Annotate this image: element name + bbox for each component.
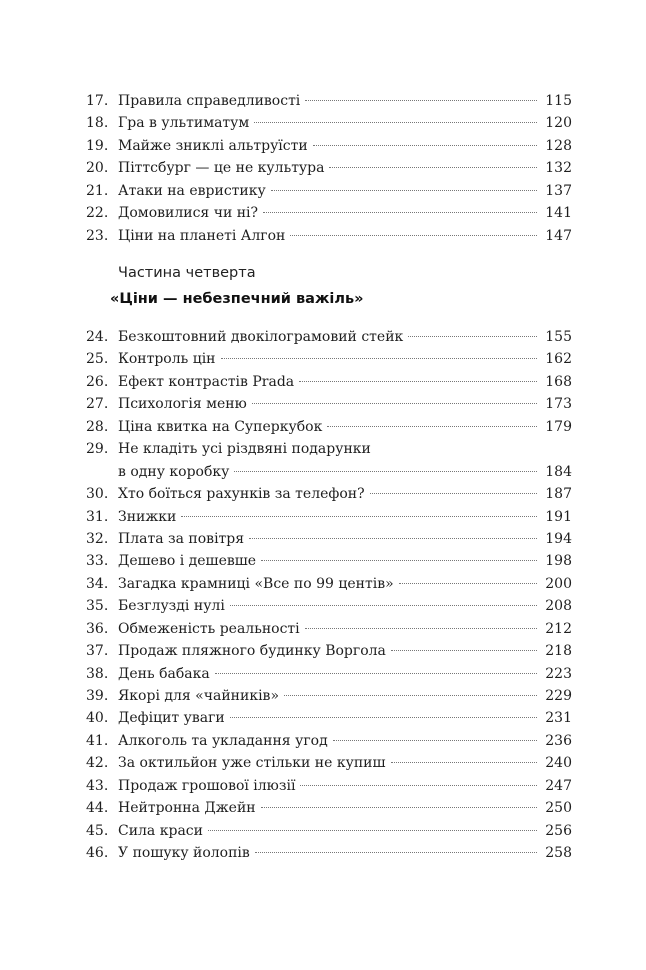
toc-entry: [86, 573, 572, 595]
dot-leader: [391, 650, 537, 651]
entry-page: 168: [545, 373, 572, 390]
entry-page: 132: [545, 160, 572, 177]
entry-title: Домовилися чи ні?: [118, 205, 259, 222]
toc-entry: [86, 416, 572, 438]
dot-leader: [391, 762, 538, 763]
dot-leader: [329, 167, 537, 168]
entry-page: 198: [545, 553, 572, 570]
entry-title: Атаки на евристику: [118, 182, 266, 199]
entry-page: 128: [545, 137, 572, 154]
toc-entry: [86, 438, 572, 460]
toc-entry: [86, 157, 572, 179]
entry-number: 20.: [86, 160, 109, 177]
entry-page: 212: [545, 620, 572, 637]
entry-number: 31.: [86, 508, 109, 525]
toc-entry: [86, 528, 572, 550]
toc-entry: [86, 550, 572, 572]
toc-entry: [86, 202, 572, 224]
entry-number: 42.: [86, 755, 109, 772]
entry-number: 46.: [86, 845, 109, 862]
entry-number: 34.: [86, 575, 109, 592]
dot-leader: [181, 516, 537, 517]
dot-leader: [327, 426, 537, 427]
entry-number: 37.: [86, 643, 109, 660]
entry-page: 258: [545, 845, 572, 862]
entry-title: Дешево і дешевше: [118, 553, 257, 570]
entry-page: 179: [545, 418, 572, 435]
entry-number: 28.: [86, 418, 109, 435]
toc-entry: [86, 393, 572, 415]
toc-entry: [86, 752, 572, 774]
entry-page: 187: [545, 486, 572, 503]
dot-leader: [305, 100, 537, 101]
dot-leader: [215, 673, 538, 674]
toc-entry: [86, 707, 572, 729]
entry-number: 17.: [86, 93, 109, 109]
entry-page: 218: [545, 643, 572, 660]
entry-title: Знижки: [118, 508, 177, 525]
part-label: Частина четверта: [118, 265, 256, 281]
entry-title: Не кладіть усі різдвяні подарунки: [118, 441, 371, 458]
dot-leader: [230, 717, 538, 718]
entry-page: 229: [545, 688, 572, 704]
entry-number: 19.: [86, 137, 109, 154]
entry-number: 24.: [86, 329, 109, 345]
part-title: «Ціни — небезпечний важіль»: [110, 291, 364, 307]
entry-title: Нейтронна Джейн: [118, 800, 256, 817]
entry-title: Безглузді нулі: [118, 598, 225, 615]
dot-leader: [252, 403, 537, 404]
dot-leader: [249, 538, 537, 539]
entry-title: Продаж грошової ілюзії: [118, 777, 296, 794]
entry-page: 155: [545, 329, 572, 345]
entry-title-continuation: в одну коробку: [118, 463, 230, 480]
entry-page: 162: [545, 351, 572, 368]
entry-number: 44.: [86, 800, 109, 817]
toc-entry: [86, 640, 572, 662]
entry-page: 184: [545, 463, 572, 480]
toc-entry: [86, 797, 572, 819]
entry-title: Обмеженість реальності: [118, 620, 300, 637]
dot-leader: [263, 212, 537, 213]
entry-page: 247: [545, 777, 572, 794]
entry-number: 22.: [86, 205, 109, 222]
entry-number: 32.: [86, 530, 109, 547]
entry-title: Піттсбург — це не культура: [118, 160, 325, 177]
toc-entry: [86, 842, 572, 864]
entry-page: 115: [545, 93, 572, 109]
toc-entry: [86, 618, 572, 640]
entry-page: 141: [545, 205, 572, 222]
toc-entry: [86, 820, 572, 842]
dot-leader: [221, 358, 538, 359]
entry-number: 30.: [86, 486, 109, 503]
entry-number: 33.: [86, 553, 109, 570]
entry-title: У пошуку йолопів: [118, 845, 250, 862]
entry-number: 23.: [86, 227, 109, 244]
toc-entry: [86, 112, 572, 134]
toc-entry: [86, 90, 572, 112]
dot-leader: [271, 190, 538, 191]
toc-entry: [86, 180, 572, 202]
toc-entry: [86, 775, 572, 797]
dot-leader: [261, 560, 537, 561]
toc-entry: [86, 348, 572, 370]
entry-number: 26.: [86, 373, 109, 390]
entry-title: Алкоголь та укладання угод: [118, 732, 328, 749]
entry-number: 38.: [86, 665, 109, 682]
toc-entry: [86, 730, 572, 752]
toc-entry: [86, 663, 572, 685]
entry-title: Безкоштовний двокілограмовий стейк: [118, 329, 404, 345]
toc-entry: [86, 483, 572, 505]
entry-title: Якорі для «чайників»: [118, 688, 280, 704]
entry-title: День бабака: [118, 665, 210, 682]
entry-number: 25.: [86, 351, 109, 368]
entry-title: Продаж пляжного будинку Воргола: [118, 643, 386, 660]
toc-entry: [86, 225, 572, 247]
entry-page: 240: [545, 755, 572, 772]
entry-page: 208: [545, 598, 572, 615]
entry-title: Гра в ультиматум: [118, 115, 250, 132]
entry-title: Сила краси: [118, 822, 203, 839]
entry-title: За октильйон уже стільки не купиш: [118, 755, 386, 772]
entry-title: Правила справедливості: [118, 93, 301, 109]
entry-title: Майже зниклі альтруїсти: [118, 137, 308, 154]
entry-page: 231: [545, 710, 572, 727]
entry-number: 41.: [86, 732, 109, 749]
dot-leader: [370, 493, 538, 494]
entry-title: Ціни на планеті Алгон: [118, 227, 286, 244]
entry-title: Ціна квитка на Суперкубок: [118, 418, 323, 435]
dot-leader: [255, 852, 537, 853]
dot-leader: [234, 471, 537, 472]
dot-leader: [208, 830, 537, 831]
toc-list-part4: [86, 326, 572, 865]
entry-number: 40.: [86, 710, 109, 727]
entry-page: 137: [545, 182, 572, 199]
dot-leader: [261, 807, 538, 808]
entry-title: Ефект контрастів Prada: [118, 373, 295, 390]
entry-number: 45.: [86, 822, 109, 839]
entry-number: 35.: [86, 598, 109, 615]
entry-number: 43.: [86, 777, 109, 794]
dot-leader: [333, 740, 538, 741]
dot-leader: [230, 605, 537, 606]
entry-title: Дефіцит уваги: [118, 710, 225, 727]
entry-number: 39.: [86, 688, 109, 704]
entry-page: 256: [545, 822, 572, 839]
entry-page: 194: [545, 530, 572, 547]
toc-list-part3: [86, 90, 572, 247]
entry-number: 27.: [86, 396, 109, 413]
dot-leader: [399, 583, 538, 584]
entry-page: 173: [545, 396, 572, 413]
entry-number: 29.: [86, 441, 109, 458]
toc-entry-continuation: [86, 461, 572, 483]
dot-leader: [299, 381, 537, 382]
entry-title: Контроль цін: [118, 351, 216, 368]
entry-page: 250: [545, 800, 572, 817]
entry-title: Загадка крамниці «Все по 99 центів»: [118, 575, 394, 592]
dot-leader: [408, 336, 537, 337]
entry-title: Плата за повітря: [118, 530, 245, 547]
toc-entry: [86, 506, 572, 528]
entry-page: 191: [545, 508, 572, 525]
toc-entry: [86, 595, 572, 617]
entry-page: 236: [545, 732, 572, 749]
toc-entry: [86, 371, 572, 393]
dot-leader: [300, 785, 537, 786]
dot-leader: [290, 235, 537, 236]
dot-leader: [313, 145, 538, 146]
dot-leader: [284, 695, 537, 696]
dot-leader: [305, 628, 538, 629]
entry-title: Психологія меню: [118, 396, 247, 413]
toc-entry: [86, 326, 572, 348]
entry-page: 223: [545, 665, 572, 682]
toc-entry: [86, 135, 572, 157]
toc-entry: [86, 685, 572, 707]
entry-number: 21.: [86, 182, 109, 199]
entry-number: 36.: [86, 620, 109, 637]
entry-page: 200: [545, 575, 572, 592]
entry-title: Хто боїться рахунків за телефон?: [118, 486, 365, 503]
dot-leader: [254, 122, 537, 123]
entry-number: 18.: [86, 115, 109, 132]
entry-page: 147: [545, 227, 572, 244]
entry-page: 120: [545, 115, 572, 132]
